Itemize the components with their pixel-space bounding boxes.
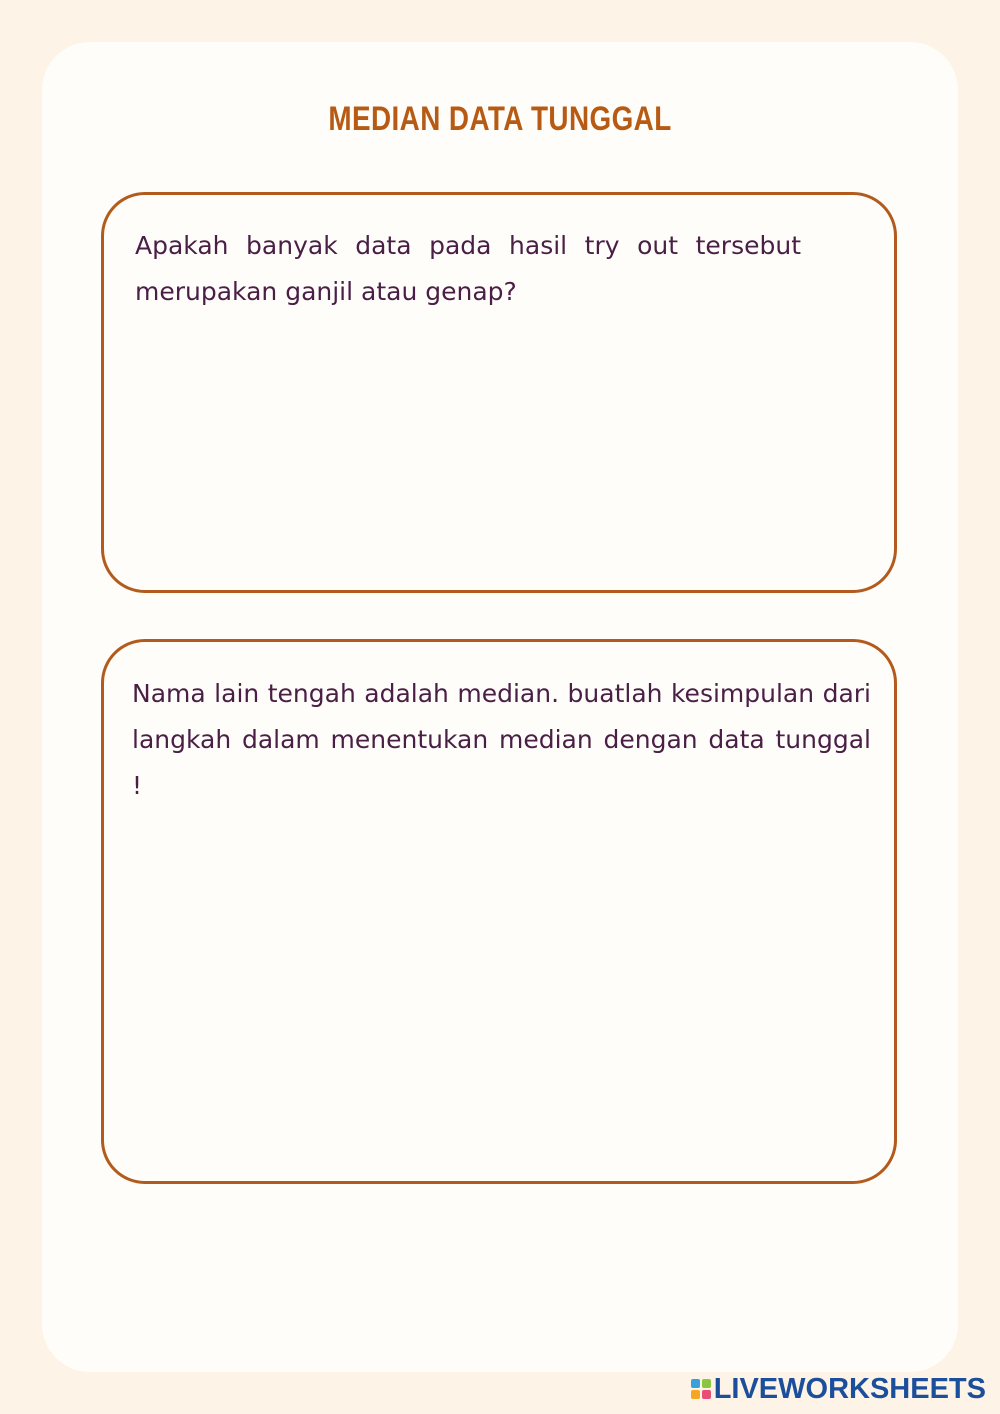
answer-area-1[interactable] [124,325,874,570]
question-2-text: Nama lain tengah adalah median. buatlah kesimpulan dari langkah dalam menentukan median dengan data tunggal ! [132,679,871,800]
footer-branding[interactable] [691,1372,986,1406]
brand-name: LIVEWORKSHEETS [713,1372,986,1405]
question-box-2 [101,639,897,1184]
liveworksheets-logo-icon [691,1379,711,1399]
page-title: MEDIAN DATA TUNGGAL [328,100,672,138]
question-1-text: Apakah banyak data pada hasil try out tersebut merupakan ganjil atau genap? [135,231,801,306]
answer-area-2[interactable] [124,817,874,1161]
question-box-1 [101,192,897,593]
